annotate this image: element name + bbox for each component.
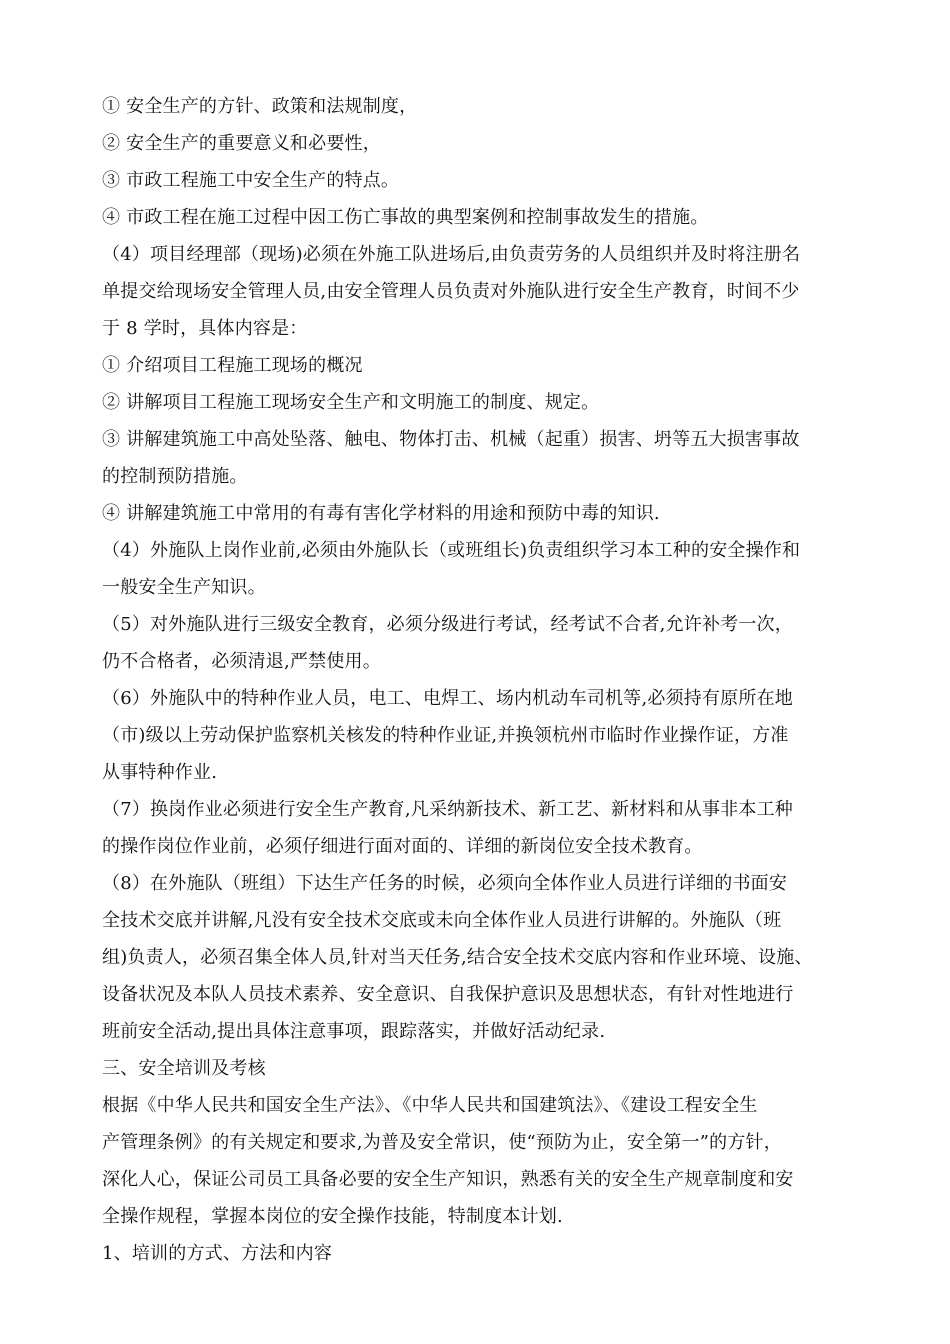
text-line: 深化人心，保证公司员工具备必要的安全生产知识，熟悉有关的安全生产规章制度和安: [102, 1169, 794, 1190]
text-line: ④ 讲解建筑施工中常用的有毒有害化学材料的用途和预防中毒的知识.: [102, 503, 660, 524]
text-line: 产管理条例》的有关规定和要求,为普及安全常识，使“预防为止，安全第一”的方针，: [102, 1132, 782, 1153]
text-line: 一般安全生产知识。: [102, 577, 266, 598]
text-line: （7）换岗作业必须进行安全生产教育,凡采纳新技术、新工艺、新材料和从事非本工种: [102, 799, 793, 820]
text-line: 设备状况及本队人员技术素养、安全意识、自我保护意识及思想状态，有针对性地进行: [102, 984, 794, 1005]
text-line: 的控制预防措施。: [102, 466, 248, 487]
text-line: （6）外施队中的特种作业人员，电工、电焊工、场内机动车司机等,必须持有原所在地: [102, 688, 793, 709]
subsection-heading: 1、培训的方式、方法和内容: [102, 1243, 333, 1264]
text-line: （4）外施队上岗作业前,必须由外施队长（或班组长)负责组织学习本工种的安全操作和: [102, 540, 801, 561]
text-line: ④ 市政工程在施工过程中因工伤亡事故的典型案例和控制事故发生的措施。: [102, 207, 709, 228]
text-line: （8）在外施队（班组）下达生产任务的时候，必须向全体作业人员进行详细的书面安: [102, 873, 788, 894]
text-line: 全技术交底并讲解,凡没有安全技术交底或未向全体作业人员进行讲解的。外施队（班: [102, 910, 782, 931]
text-line: （4）项目经理部（现场)必须在外施工队进场后,由负责劳务的人员组织并及时将注册名: [102, 244, 801, 265]
text-line: ① 介绍项目工程施工现场的概况: [102, 355, 363, 376]
section-heading: 三、安全培训及考核: [102, 1058, 266, 1079]
text-line: ① 安全生产的方针、政策和法规制度，: [102, 96, 418, 117]
text-line: 于 8 学时，具体内容是：: [102, 318, 308, 339]
text-line: 从事特种作业.: [102, 762, 218, 783]
text-line: 全操作规程，掌握本岗位的安全操作技能，特制度本计划.: [102, 1206, 563, 1227]
text-line: ③ 市政工程施工中安全生产的特点。: [102, 170, 400, 191]
text-line: 的操作岗位作业前，必须仔细进行面对面的、详细的新岗位安全技术教育。: [102, 836, 703, 857]
text-line: （市)级以上劳动保护监察机关核发的特种作业证,并换领杭州市临时作业操作证，方准: [102, 725, 789, 746]
document-body: [102, 88, 847, 1272]
text-line: 根据《中华人民共和国安全生产法》、《中华人民共和国建筑法》、《建设工程安全生: [102, 1095, 758, 1116]
text-line: （5）对外施队进行三级安全教育，必须分级进行考试，经考试不合者,允许补考一次，: [102, 614, 793, 635]
text-line: 仍不合格者，必须清退,严禁使用。: [102, 651, 381, 672]
text-line: ③ 讲解建筑施工中高处坠落、触电、物体打击、机械（起重）损害、坍等五大损害事故: [102, 429, 800, 450]
text-line: 单提交给现场安全管理人员,由安全管理人员负责对外施队进行安全生产教育，时间不少: [102, 281, 800, 302]
text-line: ② 安全生产的重要意义和必要性，: [102, 133, 381, 154]
text-line: ② 讲解项目工程施工现场安全生产和文明施工的制度、规定。: [102, 392, 600, 413]
text-line: 班前安全活动,提出具体注意事项，跟踪落实，并做好活动纪录.: [102, 1021, 606, 1042]
text-line: 组)负责人，必须召集全体人员,针对当天任务,结合安全技术交底内容和作业环境、设施、: [102, 947, 813, 968]
